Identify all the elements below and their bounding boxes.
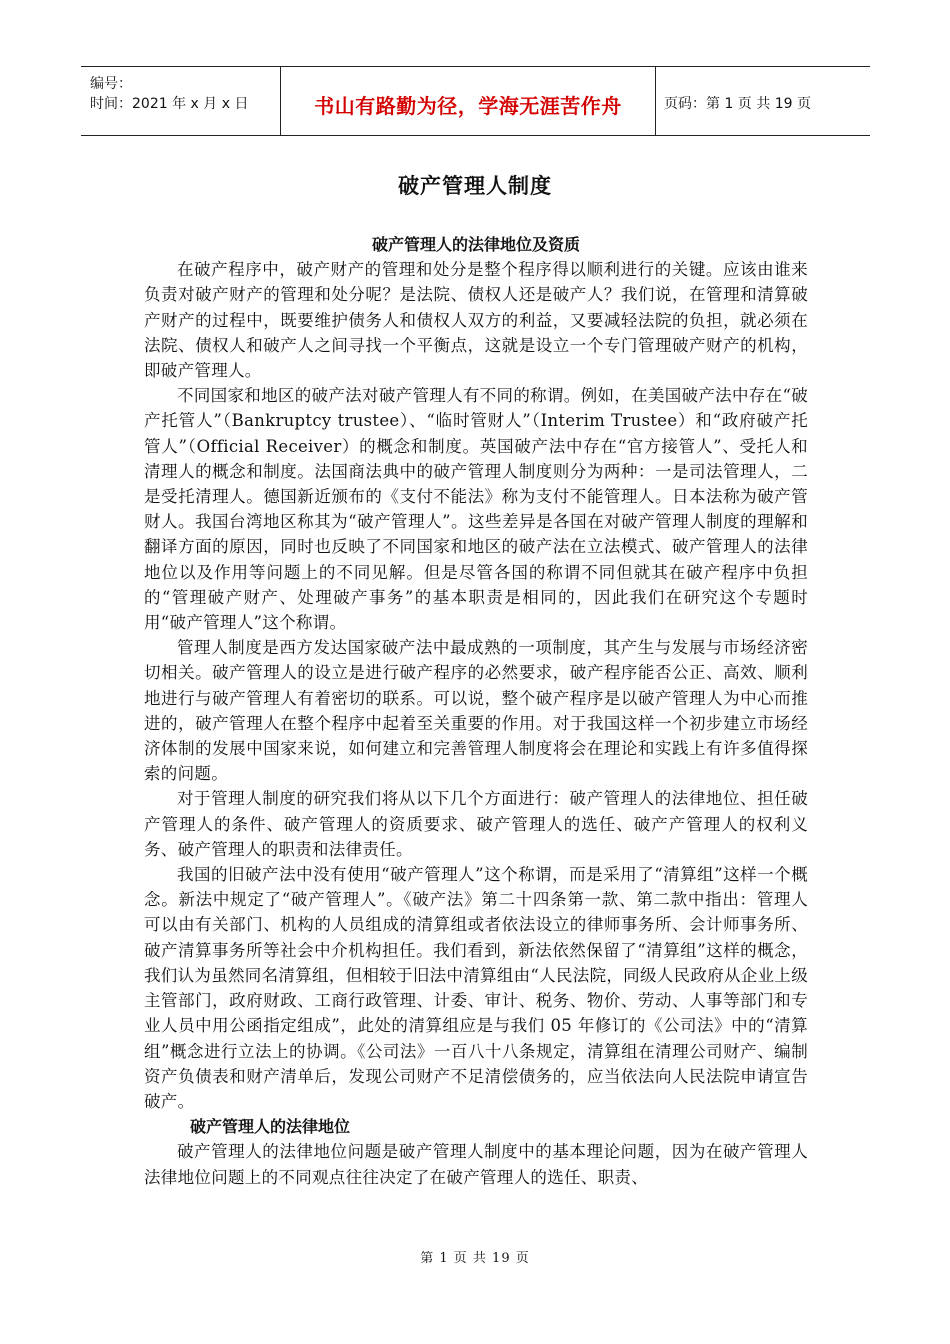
document-body — [144, 232, 808, 1190]
body-paragraph: 破产管理人的法律地位问题是破产管理人制度中的基本理论问题，因为在破产管理人法律地位问题上的不同观点往往决定了在破产管理人的选任、职责、 — [144, 1142, 808, 1187]
header-meta-cell — [81, 67, 281, 135]
page-footer: 第 1 页 共 19 页 — [420, 1251, 530, 1266]
document-date-label: 时间：2021 年 x 月 x 日 — [90, 96, 249, 112]
body-paragraph: 不同国家和地区的破产法对破产管理人有不同的称谓。例如，在美国破产法中存在“破产托管人”（Bankruptcy trustee）、“临时管财人”（Interim Trustee）和“政府破产托管人”（Official Receiver）的概念和制度。英国破产法中存在“官方接管人”、受托人和清理人的概念和制度。法国商法典中的破产管理人制度则分为两种：一是司法管理人，二是受托清理人。德国新近颁布的《支付不能法》称为支付不能管理人。日本法称为破产管财人。我国台湾地区称其为“破产管理人”。这些差异是各国在对破产管理人制度的理解和翻译方面的原因，同时也反映了不同国家和地区的破产法在立法模式、破产管理人的法律地位以及作用等问题上的不同见解。但是尽管各国的称谓不同但就其在破产程序中负担的“管理破产财产、处理破产事务”的基本职责是相同的，因此我们在研究这个专题时用“破产管理人”这个称谓。 — [144, 386, 808, 633]
body-paragraph: 我国的旧破产法中没有使用“破产管理人”这个称谓，而是采用了“清算组”这样一个概念。新法中规定了“破产管理人”。《破产法》第二十四条第一款、第二款中指出：管理人可以由有关部门、机构的人员组成的清算组或者依法设立的律师事务所、会计师事务所、破产清算事务所等社会中介机构担任。我们看到，新法依然保留了“清算组”这样的概念，我们认为虽然同名清算组，但相较于旧法中清算组由“人民法院，同级人民政府从企业上级主管部门，政府财政、工商行政管理、计委、审计、税务、物价、劳动、人事等部门和专业人员中用公函指定组成”，此处的清算组应是与我们 05 年修订的《公司法》中的“清算组”概念进行立法上的协调。《公司法》一百八十八条规定，清算组在清理公司财产、编制资产负债表和财产清单后，发现公司财产不足清偿债务的，应当依法向人民法院申请宣告破产。 — [144, 865, 808, 1111]
section-heading: 破产管理人的法律地位及资质 — [371, 235, 580, 254]
document-header — [81, 66, 870, 136]
document-title: 破产管理人制度 — [398, 174, 552, 198]
body-paragraph: 对于管理人制度的研究我们将从以下几个方面进行：破产管理人的法律地位、担任破产管理人的条件、破产管理人的资质要求、破产管理人的选任、破产产管理人的权利义务、破产管理人的职责和法律责任。 — [144, 789, 808, 859]
body-paragraph: 在破产程序中，破产财产的管理和处分是整个程序得以顺利进行的关键。应该由谁来负责对破产财产的管理和处分呢？是法院、债权人还是破产人？我们说，在管理和清算破产财产的过程中，既要维护债务人和债权人双方的利益，又要减轻法院的负担，就必须在法院、债权人和破产人之间寻找一个平衡点，这就是设立一个专门管理破产财产的机构，即破产管理人。 — [144, 260, 808, 381]
motto-text: 书山有路勤为径，学海无涯苦作舟 — [314, 93, 622, 118]
document-number-label: 编号： — [90, 76, 132, 92]
subsection-heading: 破产管理人的法律地位 — [190, 1117, 351, 1137]
header-page-number: 页码：第 1 页 共 19 页 — [664, 96, 811, 112]
header-motto-cell — [281, 67, 656, 135]
body-paragraph: 管理人制度是西方发达国家破产法中最成熟的一项制度，其产生与发展与市场经济密切相关。破产管理人的设立是进行破产程序的必然要求，破产程序能否公正、高效、顺利地进行与破产管理人有着密切的联系。可以说，整个破产程序是以破产管理人为中心而推进的，破产管理人在整个程序中起着至关重要的作用。对于我国这样一个初步建立市场经济体制的发展中国家来说，如何建立和完善管理人制度将会在理论和实践上有许多值得探索的问题。 — [144, 638, 808, 784]
header-page-cell — [656, 67, 870, 135]
